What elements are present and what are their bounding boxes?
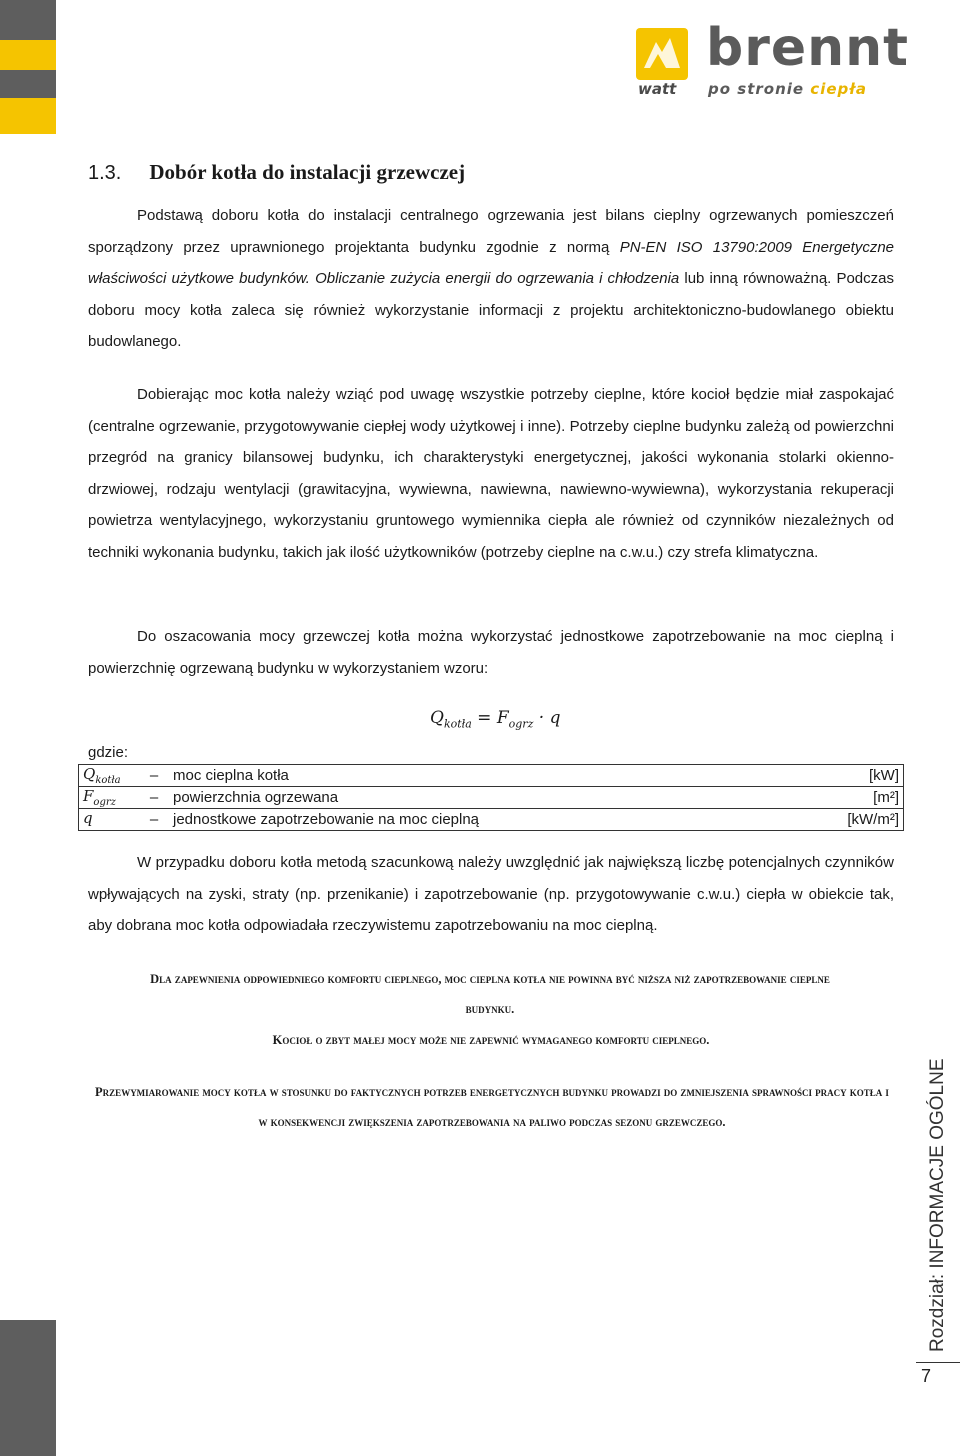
formula-op: · xyxy=(533,708,550,728)
definition-symbol: q xyxy=(79,809,140,831)
definition-row xyxy=(79,787,904,809)
side-bar-yellow-top xyxy=(0,40,56,70)
definitions-table xyxy=(78,764,904,831)
paragraph-1-text-a: Podstawą doboru kotła do instalacji centralnego ogrzewania jest bilans cieplny ogrzewanych pomieszczeń sporządzony przez uprawnionego projektanta budynku zgodnie z normą xyxy=(88,207,894,256)
paragraph-3 xyxy=(88,621,894,684)
definition-row xyxy=(79,809,904,831)
definition-description: moc cieplna kotła xyxy=(169,765,815,787)
definition-unit: [m²] xyxy=(815,787,904,809)
boiler-power-formula xyxy=(430,708,560,730)
formula-lhs-sub: kotła xyxy=(443,717,472,731)
paragraph-3-text: Do oszacowania mocy grzewczej kotła można wykorzystać jednostkowe zapotrzebowanie na moc cieplną i powierzchnię ogrzewaną budynku w wykorzystaniem wzoru: xyxy=(88,628,894,677)
brand-tagline-accent: ciepła xyxy=(810,80,867,98)
section-heading xyxy=(88,160,465,185)
brand-logo xyxy=(636,18,916,100)
brand-sub: watt xyxy=(638,80,677,98)
definition-symbol: $F_{ogrz}$ xyxy=(79,787,140,809)
where-label: gdzie: xyxy=(88,744,129,761)
note-undersized: Kocioł o zbyt małej mocy może nie zapewnić wymaganego komfortu cieplnego. xyxy=(272,1033,710,1047)
section-title: Dobór kotła do instalacji grzewczej xyxy=(149,160,466,184)
definition-row xyxy=(79,765,904,787)
paragraph-2 xyxy=(88,379,894,569)
definition-dash: – xyxy=(139,809,169,831)
paragraph-1-norm: PN-EN ISO 13790:2009 Energetyczne właściwości użytkowe budynków. Obliczanie zużycia energii do ogrzewania i chłodzenia xyxy=(88,238,894,288)
definition-description: jednostkowe zapotrzebowanie na moc cieplną xyxy=(169,809,815,831)
brand-mark-icon xyxy=(636,28,688,80)
chapter-label: Rozdział: INFORMACJE OGÓLNE xyxy=(927,1058,948,1352)
formula-rhs1-sub: ogrz xyxy=(508,717,534,731)
page-number: 7 xyxy=(921,1366,932,1386)
side-bar-gray-top xyxy=(0,0,56,40)
brand-tagline-main: po stronie xyxy=(708,80,811,98)
paragraph-1-text-b: lub inną równoważną. Podczas doboru mocy kotła zaleca się również wykorzystanie informacji z projektu architektoniczno-budowlanego obiektu budowlanego. xyxy=(88,270,894,351)
definition-symbol: $Q_{kotła}$ xyxy=(79,765,140,787)
note-oversized: Przewymiarowanie mocy kotła w stosunku do faktycznych potrzeb energetycznych budynku prowadzi do zmniejszenia sprawności pracy kotła i w konsekwencji zwiększenia zapotrzebowania na paliwo podczas sezonu grzewczego. xyxy=(95,1085,889,1129)
brand-tagline xyxy=(708,80,867,98)
formula-rhs1: F xyxy=(496,708,509,728)
side-bar-gray-bottom xyxy=(0,1320,56,1456)
paragraph-4 xyxy=(88,847,894,942)
definition-description: powierzchnia ogrzewana xyxy=(169,787,815,809)
definition-unit: [kW] xyxy=(815,765,904,787)
side-bar-yellow-mid xyxy=(0,98,56,134)
paragraph-4-text: W przypadku doboru kotła metodą szacunkową należy uwzględnić jak największą liczbę potencjalnych czynników wpływających na zyski, straty (np. przenikanie) i zapotrzebowanie (np. przygotowywanie c.w.u.) ciepła w obiekcie tak, aby dobrana moc kotła odpowiadała rzeczywistemu zapotrzebowaniu na moc cieplną. xyxy=(88,854,894,935)
page-number-rule xyxy=(916,1362,960,1363)
section-number: 1.3. xyxy=(88,162,122,184)
definition-unit: [kW/m²] xyxy=(815,809,904,831)
paragraph-2-text: Dobierając moc kotła należy wziąć pod uwagę wszystkie potrzeby cieplne, które kocioł będzie miał zaspokajać (centralne ogrzewanie, przygotowywanie ciepłej wody użytkowej i inne). Potrzeby cieplne budynku zależą od powierzchni przegród na granicy bilansowej budynku, ich charakterystyki energetycznej, jakości wykonania stolarki okienno-drzwiowej, rodzaju wentylacji (grawitacyjna, wywiewna, nawiewna, nawiewno-wywiewna), wykorzystania rekuperacji powietrza wentylacyjnego, wykorzystaniu gruntowego wymiennika ciepła ale również od czynników niezależnych od techniki wykonania budynku, takich jak ilość użytkowników (potrzeby cieplne na c.w.u.) czy strefa klimatyczna. xyxy=(88,386,894,561)
formula-eq: = xyxy=(471,708,497,728)
note-comfort: Dla zapewnienia odpowiedniego komfortu cieplnego, moc cieplna kotła nie powinna być niższa niż zapotrzebowanie cieplne budynku. xyxy=(150,972,830,1016)
formula-lhs: Q xyxy=(430,708,444,728)
brand-name: brennt xyxy=(706,18,910,78)
definition-dash: – xyxy=(139,787,169,809)
paragraph-1 xyxy=(88,200,894,358)
side-bar-gray-mid xyxy=(0,70,56,98)
formula-rhs2: q xyxy=(549,708,561,728)
definition-dash: – xyxy=(139,765,169,787)
